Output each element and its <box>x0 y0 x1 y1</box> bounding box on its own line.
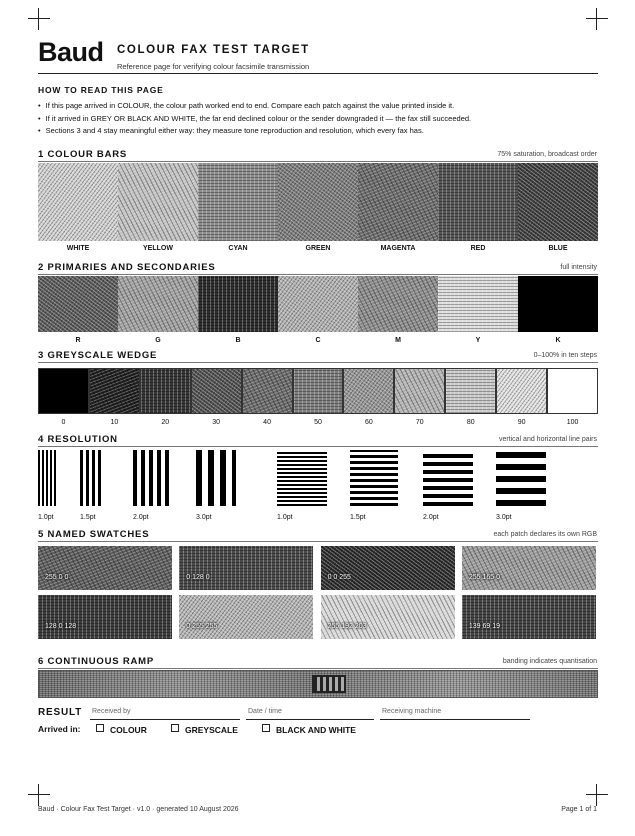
named-swatch <box>38 595 172 639</box>
greyscale-step-label: 0 <box>61 419 66 426</box>
greyscale-step-label: 20 <box>161 419 170 426</box>
section-title-resolution: 4 RESOLUTION <box>38 434 118 445</box>
swatch-rgb-label: 0 0 255 <box>327 574 351 581</box>
option-greyscale[interactable] <box>171 724 238 735</box>
resolution-patch <box>38 450 56 506</box>
primary-bar-patch <box>518 276 598 332</box>
section-title-colour-bars: 1 COLOUR BARS <box>38 149 128 160</box>
section-rule <box>38 362 598 363</box>
greyscale-step <box>242 368 293 414</box>
colour-bar-patch <box>438 163 518 241</box>
colour-bar-label: MAGENTA <box>380 245 416 252</box>
primary-bar-patch <box>118 276 198 332</box>
swatch-rgb-label: 128 0 128 <box>45 623 77 630</box>
registration-mark-top-right <box>586 8 608 30</box>
greyscale-step-label: 30 <box>212 419 221 426</box>
section-note-colour-bars: 75% saturation, broadcast order <box>497 151 597 158</box>
received-by-label: Received by <box>92 708 131 715</box>
resolution-patch <box>496 450 546 506</box>
resolution-patch <box>133 450 171 506</box>
colour-bar-patch <box>38 163 118 241</box>
primary-bar-patch <box>278 276 358 332</box>
date-time-field[interactable] <box>246 719 374 720</box>
arrived-in-label: Arrived in: <box>38 724 81 734</box>
howto-item: • If it arrived in GREY OR BLACK AND WHITE, the far end declined colour or the sender downgraded it — the fax still succeeded. <box>38 113 471 126</box>
greyscale-step <box>140 368 191 414</box>
resolution-label: 1.0pt <box>277 514 293 521</box>
named-swatch <box>321 546 455 590</box>
option-label: COLOUR <box>110 725 147 735</box>
resolution-patch <box>80 450 104 506</box>
colour-bar-label: RED <box>470 245 486 252</box>
greyscale-step-label: 100 <box>566 419 579 426</box>
named-swatch <box>462 595 596 639</box>
received-by-field[interactable] <box>90 719 240 720</box>
resolution-label: 2.0pt <box>133 514 149 521</box>
greyscale-step <box>547 368 598 414</box>
primary-bar-label: C <box>315 337 321 344</box>
checkbox-icon[interactable] <box>171 724 179 732</box>
howto-heading: HOW TO READ THIS PAGE <box>38 85 164 95</box>
ramp-glyph <box>312 675 346 693</box>
named-swatch <box>179 546 313 590</box>
swatch-rgb-label: 255 165 0 <box>468 574 501 581</box>
section-note-swatches: each patch declares its own RGB <box>493 531 597 538</box>
resolution-label: 1.0pt <box>38 514 54 521</box>
resolution-patch <box>350 450 398 506</box>
swatch-rgb-label: 255 192 203 <box>327 623 367 630</box>
greyscale-step-label: 10 <box>110 419 119 426</box>
colour-bar-label: BLUE <box>548 245 568 252</box>
howto-item: • Sections 3 and 4 stay meaningful either way: they measure tone reproduction and resolution, which every fax has. <box>38 125 471 138</box>
primary-bar-patch <box>438 276 518 332</box>
named-swatch <box>179 595 313 639</box>
swatch-rgb-label: 255 0 0 <box>45 574 69 581</box>
named-swatch <box>38 546 172 590</box>
receiving-machine-label: Receiving machine <box>382 708 442 715</box>
primary-bar-label: G <box>155 337 161 344</box>
colour-bar-patch <box>118 163 198 241</box>
section-note-ramp: banding indicates quantisation <box>502 658 597 665</box>
resolution-label: 1.5pt <box>350 514 366 521</box>
section-title-primaries: 2 PRIMARIES AND SECONDARIES <box>38 262 216 273</box>
primary-bar-patch <box>198 276 278 332</box>
swatch-rgb-label: 0 255 255 <box>186 623 218 630</box>
colour-bar-patch <box>358 163 438 241</box>
registration-mark-top-left <box>28 8 50 30</box>
section-rule <box>38 446 598 447</box>
colour-bar-patch <box>198 163 278 241</box>
howto-list <box>38 100 471 138</box>
footer-left: Baud · Colour Fax Test Target · v1.0 · generated 10 August 2026 <box>38 806 239 813</box>
greyscale-step-label: 40 <box>263 419 271 426</box>
greyscale-step <box>191 368 242 414</box>
resolution-label: 2.0pt <box>423 514 439 521</box>
checkbox-icon[interactable] <box>96 724 104 732</box>
section-rule <box>38 161 598 162</box>
checkbox-icon[interactable] <box>262 724 270 732</box>
named-swatch <box>462 546 596 590</box>
greyscale-step-label: 90 <box>517 419 526 426</box>
section-title-swatches: 5 NAMED SWATCHES <box>38 529 150 540</box>
resolution-label: 3.0pt <box>196 514 212 521</box>
colour-bar-patch <box>278 163 358 241</box>
resolution-patch <box>423 450 473 506</box>
colour-bar-label: CYAN <box>228 245 248 252</box>
option-black-and-white[interactable] <box>262 724 356 735</box>
colour-bar-patch <box>518 163 598 241</box>
greyscale-step <box>89 368 140 414</box>
primary-bar-label: B <box>235 337 241 344</box>
receiving-machine-field[interactable] <box>380 719 530 720</box>
greyscale-step <box>343 368 394 414</box>
greyscale-step-label: 50 <box>314 419 322 426</box>
primary-bar-patch <box>38 276 118 332</box>
date-time-label: Date / time <box>248 708 282 715</box>
resolution-patch <box>277 450 327 506</box>
registration-mark-bottom-right <box>586 784 608 806</box>
section-title-greyscale: 3 GREYSCALE WEDGE <box>38 350 158 361</box>
primary-bar-label: M <box>395 337 401 344</box>
primary-bar-patch <box>358 276 438 332</box>
section-rule <box>38 541 598 542</box>
registration-mark-bottom-left <box>28 784 50 806</box>
section-note-resolution: vertical and horizontal line pairs <box>498 436 597 443</box>
greyscale-step <box>496 368 547 414</box>
howto-item: • If this page arrived in COLOUR, the colour path worked end to end. Compare each patch against the value printed inside it. <box>38 100 471 113</box>
resolution-label: 3.0pt <box>496 514 512 521</box>
option-label: BLACK AND WHITE <box>276 725 356 735</box>
greyscale-step-label: 80 <box>466 419 475 426</box>
option-label: GREYSCALE <box>185 725 238 735</box>
section-rule <box>38 668 598 669</box>
swatch-rgb-label: 139 69 19 <box>468 623 501 630</box>
greyscale-step <box>38 368 89 414</box>
colour-bar-label: GREEN <box>305 245 331 252</box>
footer-right: Page 1 of 1 <box>561 806 597 813</box>
named-swatch <box>321 595 455 639</box>
greyscale-step-label: 70 <box>415 419 424 426</box>
section-rule <box>38 274 598 275</box>
logo: Baud <box>38 37 104 67</box>
page-title: COLOUR FAX TEST TARGET <box>117 44 310 56</box>
option-colour[interactable] <box>96 724 147 735</box>
greyscale-step <box>445 368 496 414</box>
primary-bar-label: Y <box>475 337 481 344</box>
result-heading: RESULT <box>38 707 83 718</box>
greyscale-step <box>394 368 445 414</box>
colour-bar-label: YELLOW <box>143 245 173 252</box>
header-rule <box>38 73 598 74</box>
section-title-ramp: 6 CONTINUOUS RAMP <box>38 656 154 667</box>
page-subtitle: Reference page for verifying colour facsimile transmission <box>117 62 310 71</box>
section-note-primaries: full intensity <box>560 264 597 271</box>
primary-bar-label: R <box>75 337 81 344</box>
swatch-rgb-label: 0 128 0 <box>186 574 210 581</box>
greyscale-step <box>293 368 344 414</box>
colour-bar-label: WHITE <box>66 245 90 252</box>
section-note-greyscale: 0–100% in ten steps <box>533 352 597 359</box>
greyscale-step-label: 60 <box>365 419 373 426</box>
primary-bar-label: K <box>555 337 561 344</box>
resolution-label: 1.5pt <box>80 514 96 521</box>
resolution-patch <box>196 450 236 506</box>
